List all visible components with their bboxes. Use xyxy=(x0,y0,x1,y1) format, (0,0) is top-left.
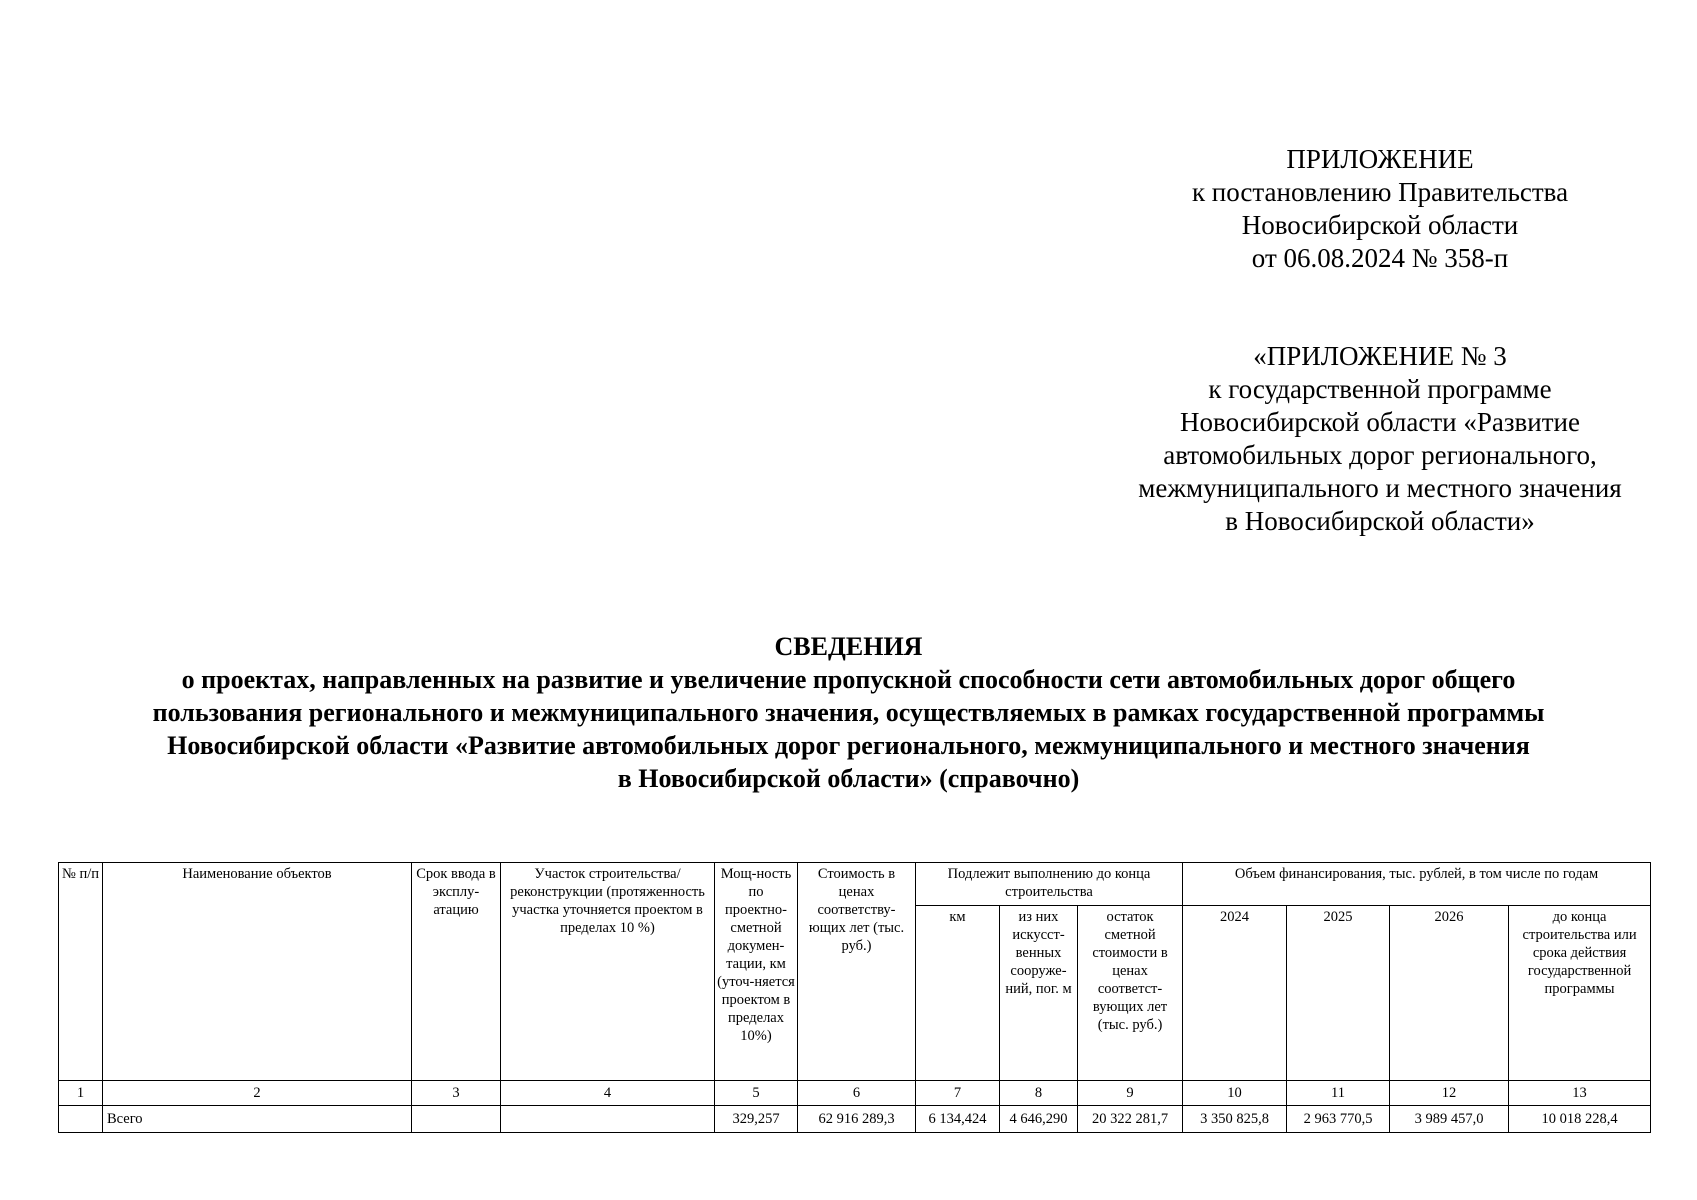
total-km: 6 134,424 xyxy=(916,1106,1000,1133)
total-to-end: 10 018 228,4 xyxy=(1509,1106,1651,1133)
table-header-row xyxy=(59,863,1651,906)
title-line: Новосибирской области «Развитие автомобильных дорог регионального, межмуниципального и местного значения xyxy=(167,731,1530,760)
projects-table xyxy=(58,862,1651,1133)
column-number: 4 xyxy=(501,1081,715,1106)
total-2024: 3 350 825,8 xyxy=(1183,1106,1287,1133)
header-to-complete: Подлежит выполнению до конца строительства xyxy=(916,863,1183,906)
column-number: 9 xyxy=(1078,1081,1183,1106)
header-name: Наименование объектов xyxy=(103,863,412,1081)
column-number: 1 xyxy=(59,1081,103,1106)
annex3-header xyxy=(1120,340,1640,538)
annex3-line: «ПРИЛОЖЕНИЕ № 3 xyxy=(1253,341,1507,371)
total-num xyxy=(59,1106,103,1133)
column-number: 5 xyxy=(715,1081,798,1106)
annex-line: Новосибирской области xyxy=(1241,210,1519,240)
header-term: Срок ввода в эксплу-атацию xyxy=(412,863,501,1081)
column-number: 3 xyxy=(412,1081,501,1106)
title-line: пользования регионального и межмуниципального значения, осуществляемых в рамках государственной программы xyxy=(152,698,1545,727)
column-number: 10 xyxy=(1183,1081,1287,1106)
column-number: 12 xyxy=(1390,1081,1509,1106)
total-2026: 3 989 457,0 xyxy=(1390,1106,1509,1133)
total-capacity: 329,257 xyxy=(715,1106,798,1133)
annex-line: к постановлению Правительства xyxy=(1191,177,1569,207)
annex-header xyxy=(1120,143,1640,275)
header-section: Участок строительства/ реконструкции (протяженность участка уточняется проектом в пределах 10 %) xyxy=(501,863,715,1081)
annex3-line: межмуниципального и местного значения xyxy=(1138,473,1622,503)
annex-line: от 06.08.2024 № 358-п xyxy=(1251,243,1509,273)
column-numbers-row xyxy=(59,1081,1651,1106)
title-line: в Новосибирской области» (справочно) xyxy=(617,764,1080,793)
table-row-total xyxy=(59,1106,1651,1133)
title-line: о проектах, направленных на развитие и увеличение пропускной способности сети автомобильных дорог общего xyxy=(181,665,1516,694)
column-number: 8 xyxy=(1000,1081,1078,1106)
total-remaining: 20 322 281,7 xyxy=(1078,1106,1183,1133)
column-number: 7 xyxy=(916,1081,1000,1106)
column-number: 2 xyxy=(103,1081,412,1106)
annex-line: ПРИЛОЖЕНИЕ xyxy=(1286,144,1474,174)
total-cost: 62 916 289,3 xyxy=(798,1106,916,1133)
title-heading: СВЕДЕНИЯ xyxy=(774,632,923,661)
annex3-line: автомобильных дорог регионального, xyxy=(1163,440,1597,470)
header-to-end: до конца строительства или срока действия государственной программы xyxy=(1509,906,1651,1081)
column-number: 11 xyxy=(1287,1081,1390,1106)
annex3-line: в Новосибирской области» xyxy=(1225,506,1535,536)
header-num: № п/п xyxy=(59,863,103,1081)
total-structures: 4 646,290 xyxy=(1000,1106,1078,1133)
header-2025: 2025 xyxy=(1287,906,1390,1081)
header-financing: Объем финансирования, тыс. рублей, в том числе по годам xyxy=(1183,863,1651,906)
header-remaining: остаток сметной стоимости в ценах соответст-вующих лет (тыс. руб.) xyxy=(1078,906,1183,1081)
total-section xyxy=(501,1106,715,1133)
header-2024: 2024 xyxy=(1183,906,1287,1081)
header-km: км xyxy=(916,906,1000,1081)
header-structures: из них искусст-венных сооруже-ний, пог. м xyxy=(1000,906,1078,1081)
header-2026: 2026 xyxy=(1390,906,1509,1081)
total-2025: 2 963 770,5 xyxy=(1287,1106,1390,1133)
header-capacity: Мощ-ность по проектно-сметной докумен-тации, км (уточ-няется проектом в пределах 10%) xyxy=(715,863,798,1081)
total-label: Всего xyxy=(103,1106,412,1133)
header-cost: Стоимость в ценах соответству-ющих лет (тыс. руб.) xyxy=(798,863,916,1081)
annex3-line: к государственной программе xyxy=(1208,374,1552,404)
column-number: 13 xyxy=(1509,1081,1651,1106)
annex3-line: Новосибирской области «Развитие xyxy=(1180,407,1580,437)
column-number: 6 xyxy=(798,1081,916,1106)
document-title xyxy=(0,630,1697,795)
total-term xyxy=(412,1106,501,1133)
